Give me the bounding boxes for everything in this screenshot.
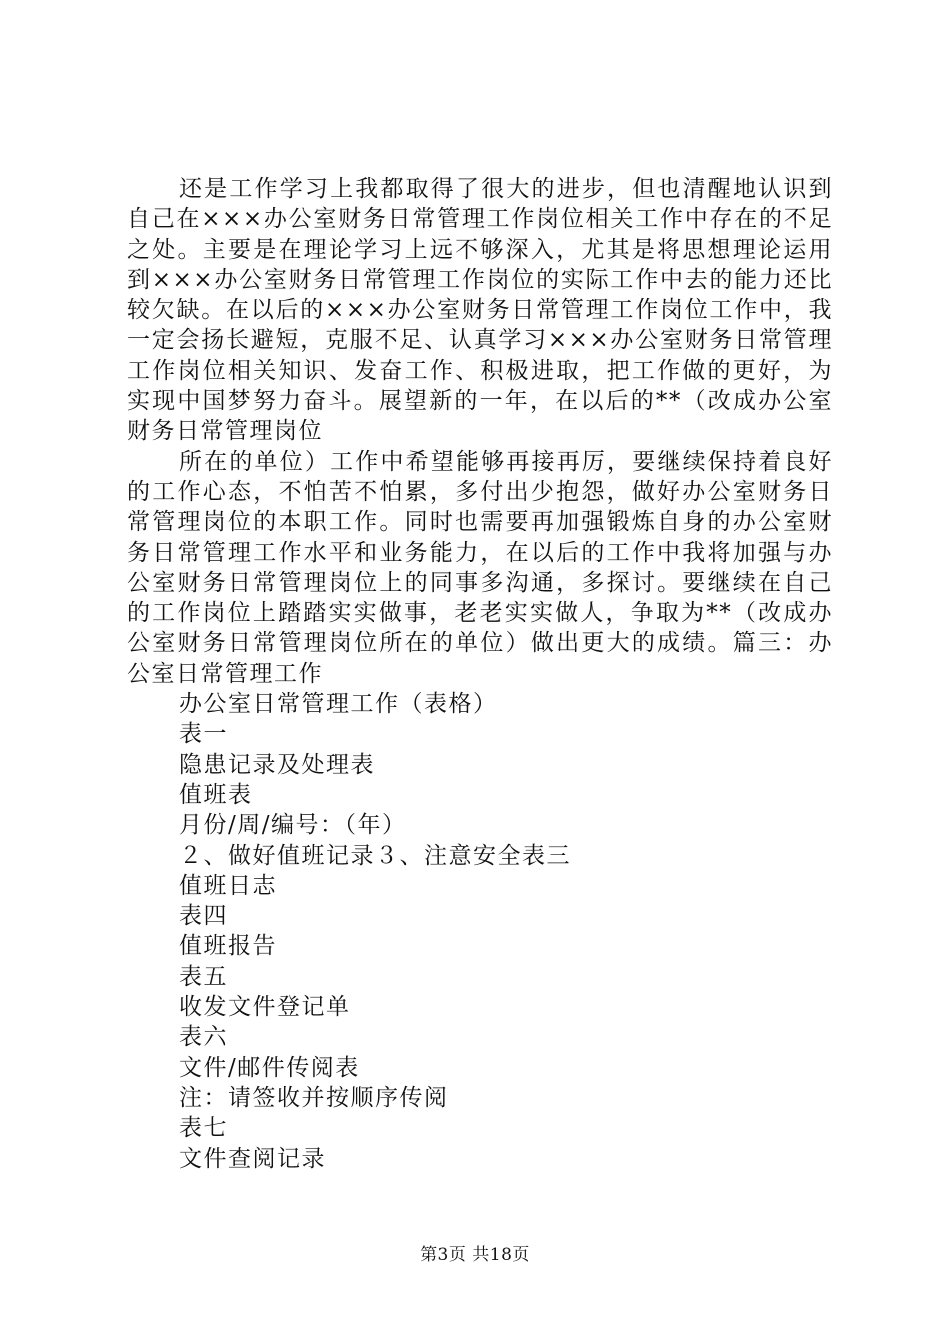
text-line-duty-log: 值班日志 (179, 872, 277, 899)
text-line-circulation-table: 文件/邮件传阅表 (179, 1054, 360, 1081)
page-footer: 第3页 共18页 (420, 1245, 530, 1265)
text-line-table-6: 表六 (179, 1024, 228, 1051)
text-line-table-1: 表一 (179, 721, 228, 748)
paragraph-1: 还是工作学习上我都取得了很大的进步，但也清醒地认识到自己在×××办公室财务日常管理工作岗位相关工作中存在的不足之处。主要是在理论学习上远不够深入，尤其是将思想理论运用到×××办公室财务日常管理工作岗位的实际工作中去的能力还比较欠缺。在以后的×××办公室财务日常管理工作岗位工作中，我一定会扬长避短，克服不足、认真学习×××办公室财务日常管理工作岗位相关知识、发奋工作、积极进取，把工作做的更好，为实现中国梦努力奋斗。展望新的一年，在以后的**（改成办公室财务日常管理岗位 (127, 176, 833, 445)
text-line-duty-table: 值班表 (179, 781, 253, 808)
document-body (127, 174, 833, 1174)
text-line-table-7: 表七 (179, 1115, 228, 1142)
text-line-document-review-record: 文件查阅记录 (179, 1145, 326, 1172)
text-line-document-register: 收发文件登记单 (179, 994, 351, 1021)
text-line-table-title: 办公室日常管理工作（表格） (179, 691, 498, 718)
text-line-table-5: 表五 (179, 963, 228, 990)
text-line-hazard-record: 隐患记录及处理表 (179, 751, 375, 778)
text-line-duty-notes: ２、做好值班记录３、注意安全表三 (179, 842, 571, 869)
text-line-month-week-number: 月份/周/编号：（年） (179, 812, 407, 839)
text-line-circulation-note: 注：请签收并按顺序传阅 (179, 1084, 449, 1111)
text-line-table-4: 表四 (179, 903, 228, 930)
paragraph-2: 所在的单位）工作中希望能够再接再厉，要继续保持着良好的工作心态，不怕苦不怕累，多付出少抱怨，做好办公室财务日常管理岗位的本职工作。同时也需要再加强锻炼自身的办公室财务日常管理工作水平和业务能力，在以后的工作中我将加强与办公室财务日常管理岗位上的同事多沟通，多探讨。要继续在自己的工作岗位上踏踏实实做事，老老实实做人，争取为**（改成办公室财务日常管理岗位所在的单位）做出更大的成绩。篇三：办公室日常管理工作 (127, 448, 833, 687)
text-line-duty-report: 值班报告 (179, 933, 277, 960)
